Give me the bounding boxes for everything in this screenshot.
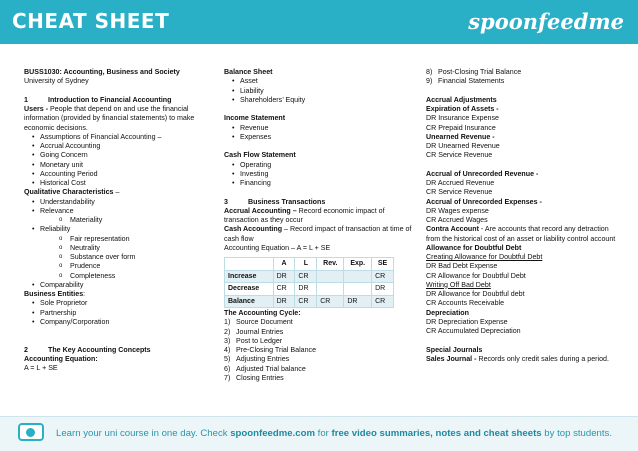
term-label: Cash Accounting: [224, 225, 283, 234]
table-cell: CR: [372, 270, 394, 283]
heading-dash: –: [113, 188, 120, 197]
term-label: Contra Account: [426, 225, 479, 234]
write-off-subheading: Writing Off Bad Debt: [426, 280, 491, 289]
table-header-cell: L: [295, 258, 317, 271]
expiration-heading: Expiration of Assets -: [426, 105, 499, 113]
footer-text-part: by top students.: [541, 428, 613, 439]
contra-account-definition: [426, 225, 622, 244]
list-item: • Operating: [224, 161, 420, 170]
list-item: • Financing: [224, 179, 420, 188]
heading-text: Qualitative Characteristics: [24, 188, 114, 197]
table-cell: CR: [295, 270, 317, 283]
column-3: [426, 68, 622, 364]
table-header-cell: SE: [372, 258, 394, 271]
unearned-revenue-heading: Unearned Revenue -: [426, 132, 495, 141]
table-cell: CR: [317, 295, 344, 308]
cycle-step-text: Adjusted Trial balance: [236, 364, 306, 373]
journal-line: DR Wages expense: [426, 206, 489, 215]
cycle-step-number: 8): [426, 68, 433, 76]
list-item: • Accrual Accounting: [24, 142, 220, 151]
section-title: Introduction to Financial Accounting: [48, 95, 172, 104]
table-header-row: [225, 258, 394, 271]
cycle-step: 6) Adjusted Trial balance: [224, 364, 306, 373]
footer-text: [56, 428, 612, 439]
cycle-step-text: Post to Ledger: [236, 336, 283, 345]
list-item: • Investing: [224, 170, 420, 179]
journal-line: DR Allowance for Doubtful debt: [426, 290, 525, 298]
cycle-step-text: Adjusting Entries: [236, 355, 290, 364]
list-item: • Monetary unit: [24, 161, 220, 170]
unrecorded-revenue-heading: Accrual of Unrecorded Revenue -: [426, 169, 539, 178]
term-label: Accrual Accounting –: [224, 206, 297, 215]
sub-list-item: o Fair representation: [24, 235, 220, 244]
list-item: • Accounting Period: [24, 170, 220, 179]
cycle-step-text: Pre-Closing Trial Balance: [236, 346, 317, 354]
creating-allowance-subheading: Creating Allowance for Doubtful Debt: [426, 253, 543, 261]
cycle-step: 3) Post to Ledger: [224, 336, 283, 345]
journal-line: CR Service Revenue: [426, 151, 493, 160]
list-item: • Reliability: [24, 225, 220, 234]
term-text: – Record impact of transaction at time of cash flow: [224, 225, 412, 243]
sub-list-item: o Neutrality: [24, 244, 220, 253]
debit-credit-table: [224, 257, 394, 308]
page-title: CHEAT SHEET: [12, 9, 170, 33]
cycle-step-text: Financial Statements: [438, 77, 505, 86]
table-row-header: Decrease: [225, 283, 274, 296]
journal-line: CR Accumulated Depreciation: [426, 327, 521, 335]
journal-line: DR Depreciation Expense: [426, 317, 508, 326]
journal-line: CR Prepaid Insurance: [426, 123, 496, 132]
journal-line: DR Bad Debt Expense: [426, 262, 498, 271]
header-bar: [0, 0, 638, 44]
journal-line: CR Allowance for Doubtful Debt: [426, 271, 526, 280]
table-cell: [344, 270, 372, 283]
section-1-heading: [24, 96, 220, 105]
list-item: • Shareholders’ Equity: [224, 96, 420, 105]
sub-list-item: o Completeness: [24, 272, 220, 281]
sub-list-item: o Substance over form: [24, 253, 220, 262]
list-item: • Sole Proprietor: [24, 299, 220, 308]
cycle-step: 1) Source Document: [224, 318, 293, 327]
table-row-header: Increase: [225, 270, 274, 283]
table-cell: CR: [273, 283, 295, 296]
table-header-cell: A: [273, 258, 295, 271]
list-item: • Understandability: [24, 198, 220, 207]
term-text: Records only credit sales during a period.: [476, 354, 609, 363]
journal-line: DR Accrued Revenue: [426, 179, 495, 187]
income-statement-heading: Income Statement: [224, 114, 286, 123]
equation-heading: Accounting Equation:: [24, 354, 98, 363]
table-header-cell: [225, 258, 274, 271]
footer-text-part: for: [314, 428, 332, 439]
table-cell: DR: [372, 283, 394, 296]
journal-line: DR Insurance Expense: [426, 114, 499, 123]
video-icon: [18, 423, 44, 441]
journal-line: CR Accounts Receivable: [426, 299, 505, 308]
cycle-step: [426, 77, 622, 86]
heading-text: Business Entities: [24, 290, 84, 298]
footer-banner: [0, 416, 638, 451]
footer-highlight: free video summaries, notes and cheat sheets: [331, 428, 542, 439]
cycle-step-text: Journal Entries: [236, 327, 284, 336]
table-cell: DR: [273, 270, 295, 283]
section-number: 3: [224, 197, 228, 206]
qualitative-heading: [24, 188, 220, 197]
journal-line: CR Service Revenue: [426, 188, 493, 197]
cycle-step-text: Closing Entries: [236, 373, 284, 382]
table-header-cell: Exp.: [344, 258, 372, 271]
list-item: • Company/Corporation: [24, 318, 220, 327]
journal-line: DR Unearned Revenue: [426, 142, 500, 150]
cycle-step: 7) Closing Entries: [224, 373, 284, 382]
table-cell: [344, 283, 372, 296]
table-cell: DR: [295, 283, 317, 296]
users-definition: [24, 105, 220, 133]
cycle-step: 2) Journal Entries: [224, 327, 284, 336]
accrual-adjustments-heading: Accrual Adjustments: [426, 95, 497, 104]
table-cell: DR: [273, 295, 295, 308]
list-item: • Historical Cost: [24, 179, 220, 188]
table-row-header: Balance: [225, 295, 274, 308]
section-number: 1: [24, 95, 28, 104]
table-cell: CR: [372, 295, 394, 308]
term-text: - Are accounts that record any detraction from the historical cost of an asset or liability control account: [426, 225, 616, 243]
table-cell: CR: [295, 295, 317, 308]
course-title: BUSS1030: Accounting, Business and Society: [24, 68, 180, 76]
cycle-step-number: 9): [426, 77, 433, 86]
footer-text-part: Learn your uni course in one day. Check: [56, 428, 231, 439]
list-item: • Expenses: [224, 133, 420, 142]
table-row: [225, 283, 394, 296]
cycle-heading: The Accounting Cycle:: [224, 309, 301, 317]
list-item: • Asset: [224, 77, 420, 86]
table-row: [225, 295, 394, 308]
list-item: • Revenue: [224, 124, 420, 133]
section-2-heading: [24, 346, 220, 355]
journal-line: CR Accrued Wages: [426, 216, 488, 224]
cycle-step-text: Post-Closing Trial Balance: [438, 68, 522, 76]
sub-list-item: o Prudence: [24, 262, 220, 271]
list-item: • Relevance: [24, 207, 220, 216]
column-2: [224, 68, 420, 383]
accrual-definition: [224, 207, 420, 226]
cash-definition: [224, 225, 420, 244]
table-cell: [317, 283, 344, 296]
table-row: [225, 270, 394, 283]
entities-heading: [24, 290, 220, 299]
cycle-step: 5) Adjusting Entries: [224, 355, 290, 364]
sales-journal-definition: [426, 355, 622, 364]
footer-link[interactable]: spoonfeedme.com: [230, 428, 315, 439]
term-text: Record economic impact of transaction as they occur: [224, 206, 385, 224]
table-cell: DR: [344, 295, 372, 308]
equation: Accounting Equation – A = L + SE: [224, 243, 331, 252]
section-title: Business Transactions: [248, 197, 326, 206]
list-item: • Liability: [224, 87, 420, 96]
cycle-step: 4) Pre-Closing Trial Balance: [224, 346, 317, 354]
unrecorded-expenses-heading: Accrual of Unrecorded Expenses -: [426, 197, 542, 206]
section-title: The Key Accounting Concepts: [48, 345, 151, 354]
equation: A = L + SE: [24, 364, 58, 372]
table-header-cell: Rev.: [317, 258, 344, 271]
cash-flow-heading: Cash Flow Statement: [224, 151, 296, 160]
term-label: Users -: [24, 105, 49, 113]
list-item: • Comparability: [24, 281, 220, 290]
section-3-heading: [224, 198, 420, 207]
depreciation-heading: Depreciation: [426, 308, 469, 317]
list-item: • Assumptions of Financial Accounting –: [24, 133, 220, 142]
section-number: 2: [24, 345, 28, 354]
sub-list-item: o Materiality: [24, 216, 220, 225]
term-label: Sales Journal -: [426, 354, 477, 363]
university: University of Sydney: [24, 77, 89, 86]
special-journals-heading: Special Journals: [426, 345, 483, 354]
table-cell: [317, 270, 344, 283]
cycle-step-text: Source Document: [236, 318, 293, 327]
list-item: • Partnership: [24, 309, 220, 318]
list-item: • Going Concern: [24, 151, 220, 160]
brand-logo[interactable]: spoonfeedme: [468, 9, 624, 34]
balance-sheet-heading: Balance Sheet: [224, 68, 273, 76]
column-1: [24, 68, 220, 373]
heading-colon: :: [83, 290, 86, 298]
cycle-step: [426, 68, 622, 77]
allowance-heading: Allowance for Doubtful Debt: [426, 243, 522, 252]
term-text: People that depend on and use the financial information (provided by financial statements) to make economic decisions.: [24, 105, 195, 132]
